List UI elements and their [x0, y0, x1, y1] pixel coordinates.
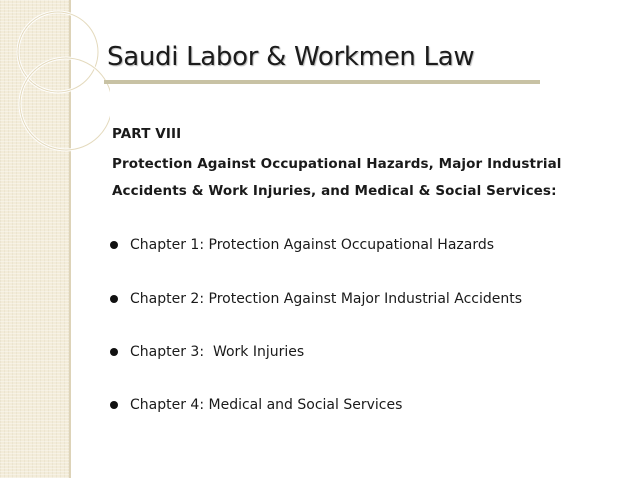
subtitle-line-1: Protection Against Occupational Hazards, Major Industrial — [112, 156, 562, 172]
title-underline — [104, 80, 540, 84]
bullet-dot-icon — [110, 348, 118, 356]
slide-title: Saudi Labor & Workmen Law — [107, 42, 475, 72]
bullet-item — [110, 288, 630, 310]
bullet-dot-icon — [110, 295, 118, 303]
bullet-item — [110, 341, 630, 363]
bullet-dot-icon — [110, 401, 118, 409]
bullet-text: Chapter 4: Medical and Social Services — [130, 397, 403, 413]
bullet-text: Chapter 1: Protection Against Occupational Hazards — [130, 237, 495, 253]
bullet-item — [110, 394, 630, 416]
bullet-dot-icon — [110, 241, 118, 249]
decorative-circles — [0, 0, 110, 160]
bullet-text: Chapter 2: Protection Against Major Industrial Accidents — [130, 291, 523, 307]
bullet-item — [110, 234, 630, 256]
subtitle-line-2: Accidents & Work Injuries, and Medical & Social Services: — [112, 183, 557, 199]
bullet-text: Chapter 3: Work Injuries — [130, 344, 305, 360]
part-heading: PART VIII — [112, 126, 182, 142]
